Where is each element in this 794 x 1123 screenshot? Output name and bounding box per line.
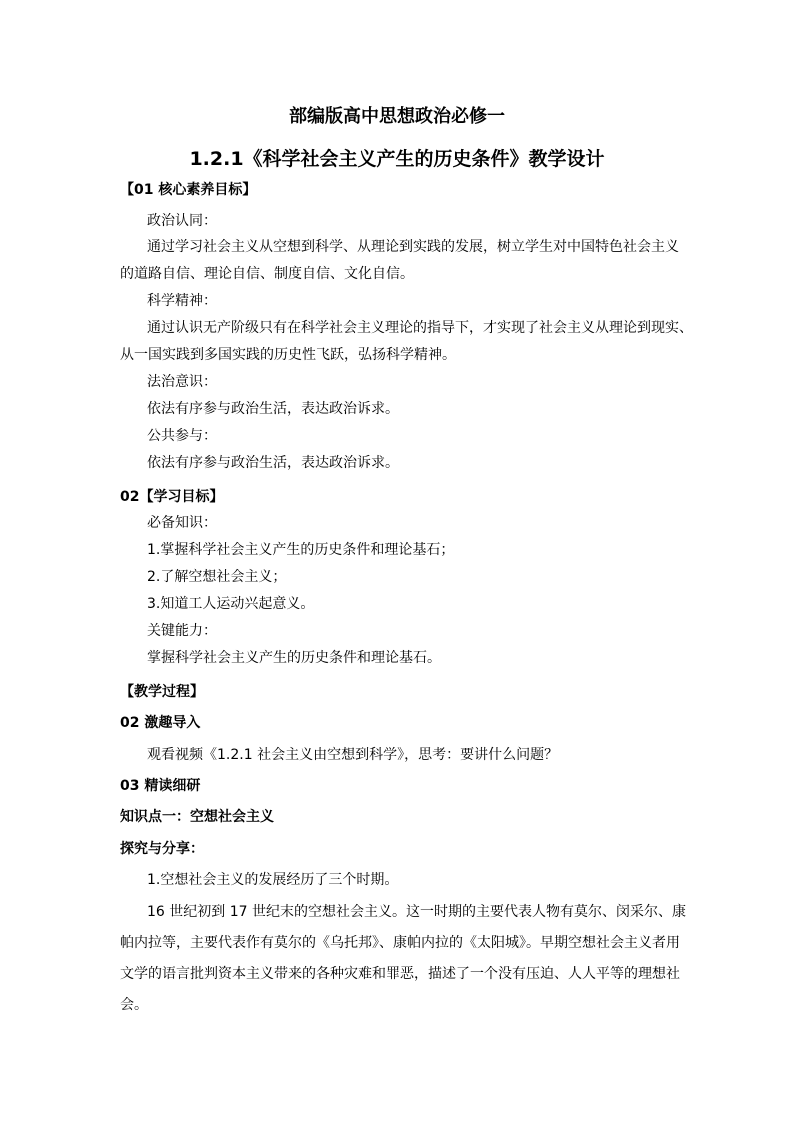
subheading-introduction: 02 激趣导入 [120, 715, 201, 731]
public-participation-label: 公共参与： [147, 428, 217, 444]
explore-item-1: 1.空想社会主义的发展经历了三个时期。 [147, 872, 399, 888]
political-identity-text-1: 通过学习社会主义从空想到科学、从理论到实践的发展，树立学生对中国特色社会主义 [147, 239, 679, 255]
explore-paragraph-line-3: 文学的语言批判资本主义带来的各种灾难和罪恶，描述了一个没有压迫、人人平等的理想社 [120, 966, 680, 982]
explore-paragraph-line-4: 会。 [120, 997, 148, 1013]
public-participation-text: 依法有序参与政治生活，表达政治诉求。 [147, 455, 399, 471]
scientific-spirit-text-2: 从一国实践到多国实践的历史性飞跃，弘扬科学精神。 [120, 347, 456, 363]
section-heading-learning-goals: 02【学习目标】 [120, 489, 224, 505]
section-heading-teaching-process: 【教学过程】 [120, 684, 204, 700]
learning-goal-item-3: 3.知道工人运动兴起意义。 [147, 596, 315, 612]
subheading-close-reading: 03 精读细研 [120, 778, 201, 794]
essential-knowledge-label: 必备知识： [147, 515, 217, 531]
political-identity-text-2: 的道路自信、理论自信、制度自信、文化自信。 [120, 266, 414, 282]
lesson-title: 1.2.1《科学社会主义产生的历史条件》教学设计 [189, 148, 605, 170]
section-heading-core-goals: 【01 核心素养目标】 [120, 182, 257, 198]
document-title: 部编版高中思想政治必修一 [289, 106, 505, 127]
introduction-text: 观看视频《1.2.1 社会主义由空想到科学》，思考：要讲什么问题？ [147, 747, 559, 763]
explore-paragraph-line-2: 帕内拉等，主要代表作有莫尔的《乌托邦》、康帕内拉的《太阳城》。早期空想社会主义者用 [120, 935, 680, 951]
learning-goal-item-1: 1.掌握科学社会主义产生的历史条件和理论基石； [147, 542, 455, 558]
explore-share-heading: 探究与分享： [120, 841, 204, 857]
scientific-spirit-label: 科学精神： [147, 293, 217, 309]
key-ability-text: 掌握科学社会主义产生的历史条件和理论基石。 [147, 650, 441, 666]
rule-of-law-text: 依法有序参与政治生活，表达政治诉求。 [147, 401, 399, 417]
learning-goal-item-2: 2.了解空想社会主义； [147, 569, 287, 585]
key-ability-label: 关键能力： [147, 623, 217, 639]
explore-paragraph-line-1: 16 世纪初到 17 世纪末的空想社会主义。这一时期的主要代表人物有莫尔、闵采尔、康 [147, 904, 686, 920]
scientific-spirit-text-1: 通过认识无产阶级只有在科学社会主义理论的指导下，才实现了社会主义从理论到现实、 [147, 320, 693, 336]
knowledge-point-heading: 知识点一：空想社会主义 [120, 809, 274, 825]
rule-of-law-label: 法治意识： [147, 374, 217, 390]
political-identity-label: 政治认同： [147, 213, 217, 229]
